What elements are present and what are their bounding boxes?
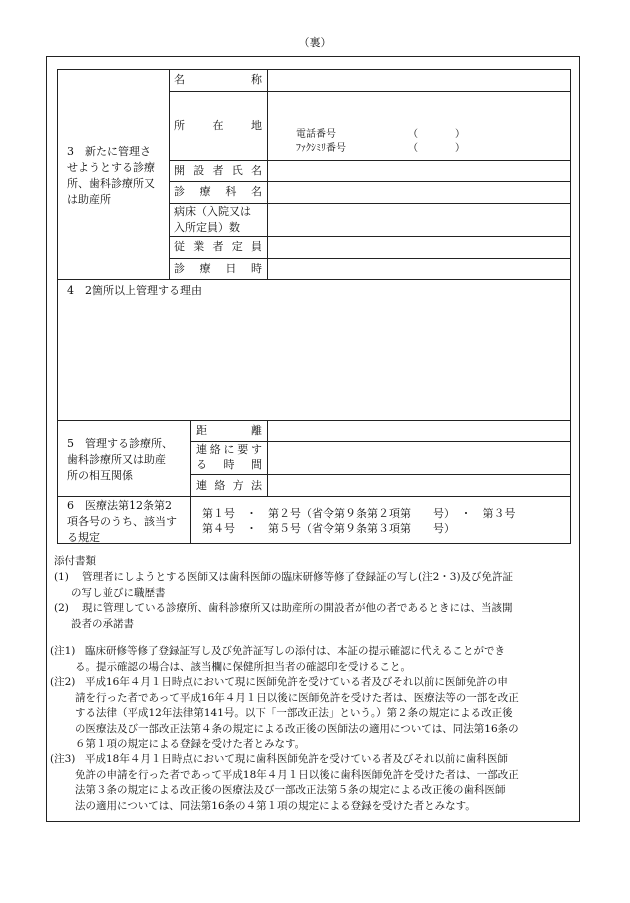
section3-title: 3 新たに管理さ せようとする診療 所、歯科診療所又 は助産所 (67, 145, 155, 206)
phone-paren-close: ） (455, 129, 465, 140)
address-label: 所 在 地 (174, 119, 262, 132)
note-1-no: (注1) (50, 645, 76, 657)
page-side-label: （裏） (298, 36, 332, 49)
contact-method-label: 連 絡 方 法 (196, 479, 262, 492)
fax-paren-open: （ (408, 143, 418, 154)
section6-title: 6 医療法第12条第2 項各号のうち、該当す る規定 (67, 499, 177, 544)
fax-paren-close: ） (455, 143, 465, 154)
travel-time-label-1: 連 絡 に 要 す (196, 443, 262, 456)
attachment-1-text: 管理者にしようとする医師又は歯科医師の臨床研修等修了登録証の写し(注2・3)及び免許証 の写し並びに職歴書 (71, 571, 514, 599)
fax-label: ﾌｧｸｼﾐﾘ番号 (296, 143, 346, 154)
name-label: 名 称 (174, 73, 262, 86)
attachments-heading: 添付書類 (54, 555, 96, 567)
distance-label: 距 離 (196, 424, 262, 437)
note-1-text: 臨床研修等修了登録証写し及び免許証写しの添付は、本証の提示確認に代えることができ る。提示確認の場合は、該当欄に保健所担当者の確認印を受けること。 (75, 645, 505, 673)
section4-title: 4 2箇所以上管理する理由 (67, 284, 202, 297)
beds-label: 病床（入院又は 入所定員）数 (174, 205, 251, 234)
founder-label: 開 設 者 氏 名 (174, 164, 262, 177)
days-label: 診 療 日 時 (174, 262, 262, 275)
staff-label: 従 業 者 定 員 (174, 240, 262, 253)
note-3-text: 平成18年４月１日時点において現に歯科医師免許を受けている者及びそれ以前に歯科医師 免許の申請を行った者であって平成18年４月１日以後に歯科医師免許を受けた者は、一部改正 法第３条の規定による改正後の医療法及び一部改正法第５条の規定による改正後の歯科医師 法の適用については、同法第16条の４第１項の規定による登録を受けた者とみなす。 (75, 753, 519, 812)
phone-label: 電話番号 (296, 129, 336, 140)
note-2-no: (注2) (50, 676, 76, 688)
dept-label: 診 療 科 名 (174, 185, 262, 198)
section4-box (57, 279, 571, 421)
note-2-text: 平成16年４月１日時点において現に医師免許を受けている者及びそれ以前に医師免許の申 請を行った者であって平成16年４月１日以後に医師免許を受けた者は、医療法等の一部を改正 する法律（平成12年法律第141号。以下「一部改正法」という。）第２条の規定による改正後 の医療法及び一部改正法第４条の規定による改正後の医師法の適用については、同法第16条の ６第１項の規定による登録を受けた者とみなす。 (75, 676, 519, 750)
section5-title: 5 管理する診療所、 歯科診療所又は助産 所の相互関係 (67, 437, 173, 482)
section6-options-line2: 第４号 ・ 第５号（省令第９条第３項第 号） (202, 522, 455, 535)
attachment-2-text: 現に管理している診療所、歯科診療所又は助産所の開設者が他の者であるときには、当該開 設者の承諾書 (71, 602, 513, 630)
note-3-no: (注3) (50, 753, 76, 765)
phone-paren-open: （ (408, 129, 418, 140)
section6-options-line1: 第１号 ・ 第２号（省令第９条第２項第 号） ・ 第３号 (202, 507, 516, 520)
attachment-1-no: (1) (54, 571, 69, 583)
travel-time-label-2: る 時 間 (196, 458, 262, 471)
attachment-2-no: (2) (54, 602, 69, 614)
